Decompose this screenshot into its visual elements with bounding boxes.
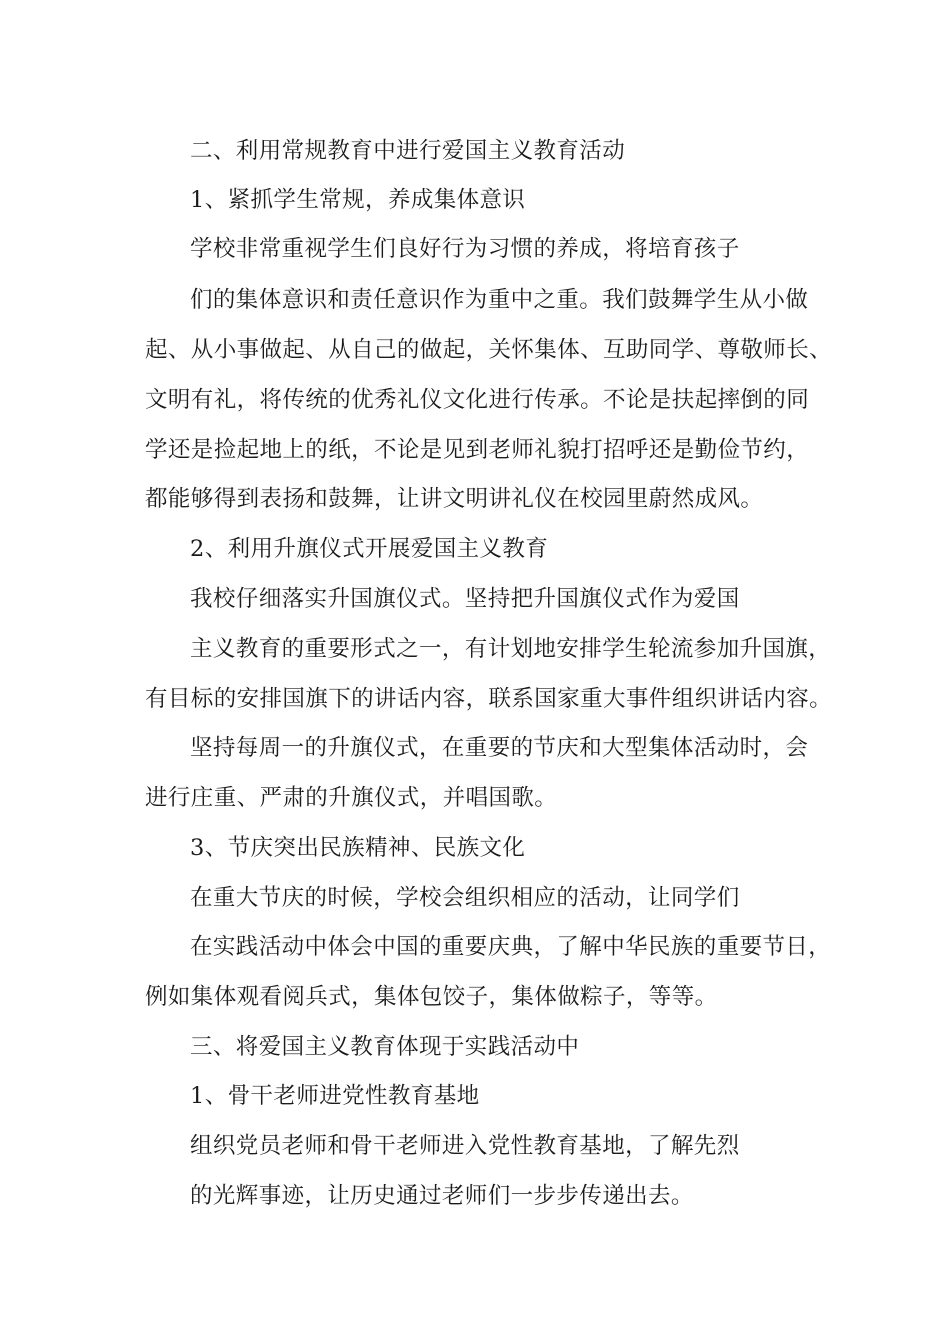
paragraph-line: 我校仔细落实升国旗仪式。坚持把升国旗仪式作为爱国 — [190, 586, 740, 612]
subheading-item-1: 1、紧抓学生常规，养成集体意识 — [190, 187, 526, 213]
heading-section-3: 三、将爱国主义教育体现于实践活动中 — [190, 1034, 580, 1060]
paragraph-line: 有目标的安排国旗下的讲话内容，联系国家重大事件组织讲话内容。 — [145, 686, 833, 712]
paragraph-line: 坚持每周一的升旗仪式，在重要的节庆和大型集体活动时，会 — [190, 735, 809, 761]
subheading-item-2: 2、利用升旗仪式开展爱国主义教育 — [190, 536, 549, 562]
paragraph-line: 的光辉事迹，让历史通过老师们一步步传递出去。 — [190, 1183, 694, 1209]
paragraph-line: 组织党员老师和骨干老师进入党性教育基地，了解先烈 — [190, 1133, 740, 1159]
subheading-item-3: 3、节庆突出民族精神、民族文化 — [190, 835, 526, 861]
paragraph-line: 起、从小事做起、从自己的做起，关怀集体、互助同学、尊敬师长、 — [145, 337, 833, 363]
paragraph-line: 都能够得到表扬和鼓舞，让讲文明讲礼仪在校园里蔚然成风。 — [145, 486, 764, 512]
subheading-item-1: 1、骨干老师进党性教育基地 — [190, 1083, 480, 1109]
paragraph-line: 学还是捡起地上的纸，不论是见到老师礼貌打招呼还是勤俭节约， — [145, 437, 810, 463]
paragraph-line: 学校非常重视学生们良好行为习惯的养成，将培育孩子 — [190, 236, 740, 262]
paragraph-line: 在实践活动中体会中国的重要庆典，了解中华民族的重要节日， — [190, 934, 832, 960]
paragraph-line: 们的集体意识和责任意识作为重中之重。我们鼓舞学生从小做 — [190, 287, 809, 313]
paragraph-line: 文明有礼，将传统的优秀礼仪文化进行传承。不论是扶起摔倒的同 — [145, 387, 810, 413]
paragraph-line: 进行庄重、严肃的升旗仪式，并唱国歌。 — [145, 785, 558, 811]
heading-section-2: 二、利用常规教育中进行爱国主义教育活动 — [190, 138, 626, 164]
paragraph-line: 例如集体观看阅兵式，集体包饺子，集体做粽子，等等。 — [145, 984, 718, 1010]
paragraph-line: 在重大节庆的时候，学校会组织相应的活动，让同学们 — [190, 885, 740, 911]
paragraph-line: 主义教育的重要形式之一，有计划地安排学生轮流参加升国旗， — [190, 636, 832, 662]
